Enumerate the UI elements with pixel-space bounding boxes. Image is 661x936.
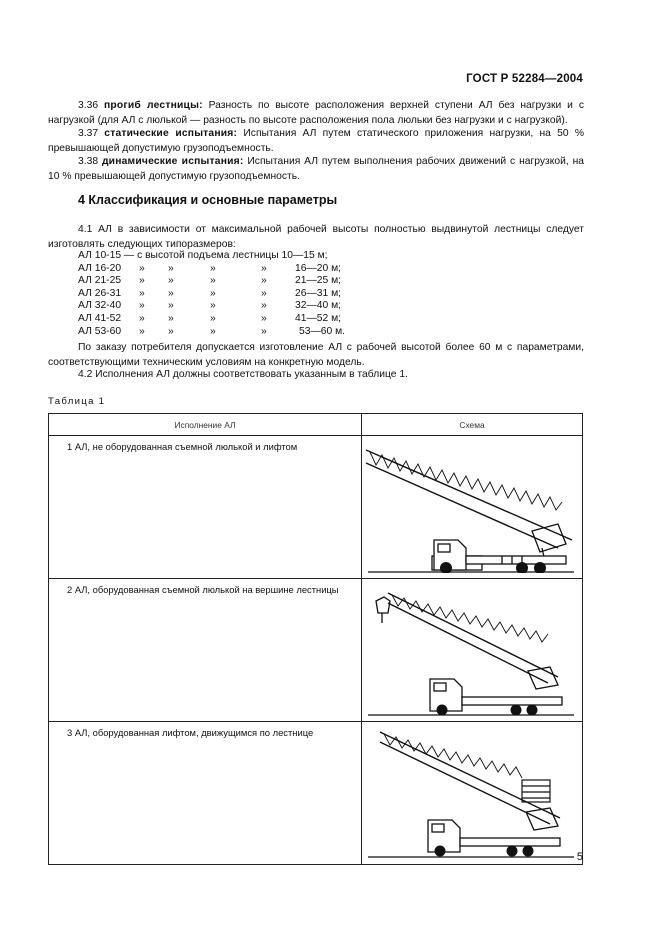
definition-3-36 (48, 99, 584, 128)
ditto-mark: » (168, 262, 174, 274)
size-range: 53—60 м. (299, 325, 346, 337)
row-description: 2 АЛ, оборудованная съемной люлькой на вершине лестницы (49, 579, 362, 722)
column-header: Исполнение АЛ (49, 414, 362, 436)
size-model: АЛ 21-25 (78, 275, 122, 287)
spec-table (48, 413, 583, 865)
definition-term: статические испытания: (104, 128, 238, 139)
ditto-mark: » (168, 275, 174, 287)
table-row (49, 579, 583, 722)
document-code: ГОСТ Р 52284—2004 (466, 73, 583, 85)
page-number: 5 (576, 851, 583, 863)
ladder-truck-with-lift-diagram (362, 722, 582, 859)
ditto-mark: » (210, 312, 216, 324)
definition-3-37 (48, 127, 584, 156)
definition-number: 3.36 (78, 100, 99, 111)
section-title: 4 Классификация и основные параметры (78, 193, 338, 207)
definition-term: прогиб лестницы: (103, 100, 203, 111)
size-first-row: АЛ 10-15 — с высотой подъема лестницы 10—15 м; (78, 250, 328, 261)
truck-body (430, 679, 562, 711)
ditto-mark: » (139, 325, 145, 337)
table-row (49, 436, 583, 579)
definition-text: Испытания АЛ путем статического приложения нагрузки, на 50 % превышающей допустимую грузоподъемность. (48, 128, 584, 154)
ditto-mark: » (168, 300, 174, 312)
ditto-mark: » (210, 262, 216, 274)
truss-zigzag-low (384, 734, 522, 778)
ditto-mark: » (139, 275, 145, 287)
size-range: 21—25 м; (295, 275, 342, 287)
ditto-mark: » (168, 312, 174, 324)
ladder-truck-with-cradle-diagram (362, 579, 582, 716)
size-model: АЛ 16-20 (78, 262, 122, 274)
ditto-mark: » (139, 312, 145, 324)
definition-number: 3.37 (78, 128, 99, 139)
paragraph-4-1: 4.1 АЛ в зависимости от максимальной рабочей высоты полностью выдвинутой лестницы следует изготовлять следующих типоразмеров: (48, 224, 584, 250)
size-range: 26—31 м; (295, 287, 342, 299)
ditto-mark: » (139, 300, 145, 312)
lift-cabin (522, 780, 550, 802)
table-caption: Таблица 1 (48, 396, 106, 407)
ditto-mark: » (261, 275, 267, 287)
ditto-mark: » (139, 287, 145, 299)
ladder-base (532, 524, 566, 557)
paragraph-order: По заказу потребителя допускается изготовление АЛ с рабочей высотой более 60 м с параметрами, соответствующими техническим условиям на конкретную модель. (48, 342, 584, 368)
truck-body (428, 820, 560, 852)
definition-3-38 (48, 155, 584, 184)
truss-zigzag-top (370, 452, 562, 510)
ditto-mark: » (210, 275, 216, 287)
ditto-mark: » (210, 287, 216, 299)
ditto-mark: » (261, 300, 267, 312)
ditto-mark: » (210, 300, 216, 312)
ditto-mark: » (261, 312, 267, 324)
column-header: Схема (362, 414, 583, 436)
scheme-cell (362, 436, 583, 579)
size-range: 41—52 м; (295, 312, 342, 324)
scheme-cell (362, 579, 583, 722)
definition-number: 3.38 (78, 156, 99, 167)
ditto-mark: » (261, 287, 267, 299)
cradle-top (376, 597, 390, 623)
size-model: АЛ 41-52 (78, 312, 122, 324)
size-model: АЛ 53-60 (78, 325, 122, 337)
size-range: 16—20 м; (295, 262, 342, 274)
ditto-mark: » (210, 325, 216, 337)
table-header-row (49, 414, 583, 436)
truck-body (432, 540, 566, 570)
definition-text: Испытания АЛ путем выполнения рабочих движений с нагрузкой, на 10 % превышающей допустимую грузоподъемность. (48, 156, 584, 182)
ditto-mark: » (139, 262, 145, 274)
ditto-mark: » (168, 325, 174, 337)
ladder-base (526, 808, 558, 830)
definition-text: Разность по высоте расположения верхней ступени АЛ без нагрузки и с нагрузкой (для АЛ с люлькой — разность по высоте расположения пола люльки без нагрузки и с нагрузкой). (48, 100, 584, 126)
truss-zigzag-mid (392, 595, 548, 642)
ditto-mark: » (261, 262, 267, 274)
size-range: 32—40 м; (295, 300, 342, 312)
row-description: 1 АЛ, не оборудованная съемной люлькой и лифтом (49, 436, 362, 579)
scheme-cell (362, 722, 583, 865)
ladder-truck-basic-diagram (362, 436, 582, 573)
size-model: АЛ 26-31 (78, 287, 122, 299)
table-row (49, 722, 583, 865)
definition-term: динамические испытания: (101, 156, 244, 167)
ditto-mark: » (261, 325, 267, 337)
row-description: 3 АЛ, оборудованная лифтом, движущимся по лестнице (49, 722, 362, 865)
ditto-mark: » (168, 287, 174, 299)
size-model: АЛ 32-40 (78, 300, 122, 312)
paragraph-4-2: 4.2 Исполнения АЛ должны соответствовать указанным в таблице 1. (78, 369, 408, 380)
